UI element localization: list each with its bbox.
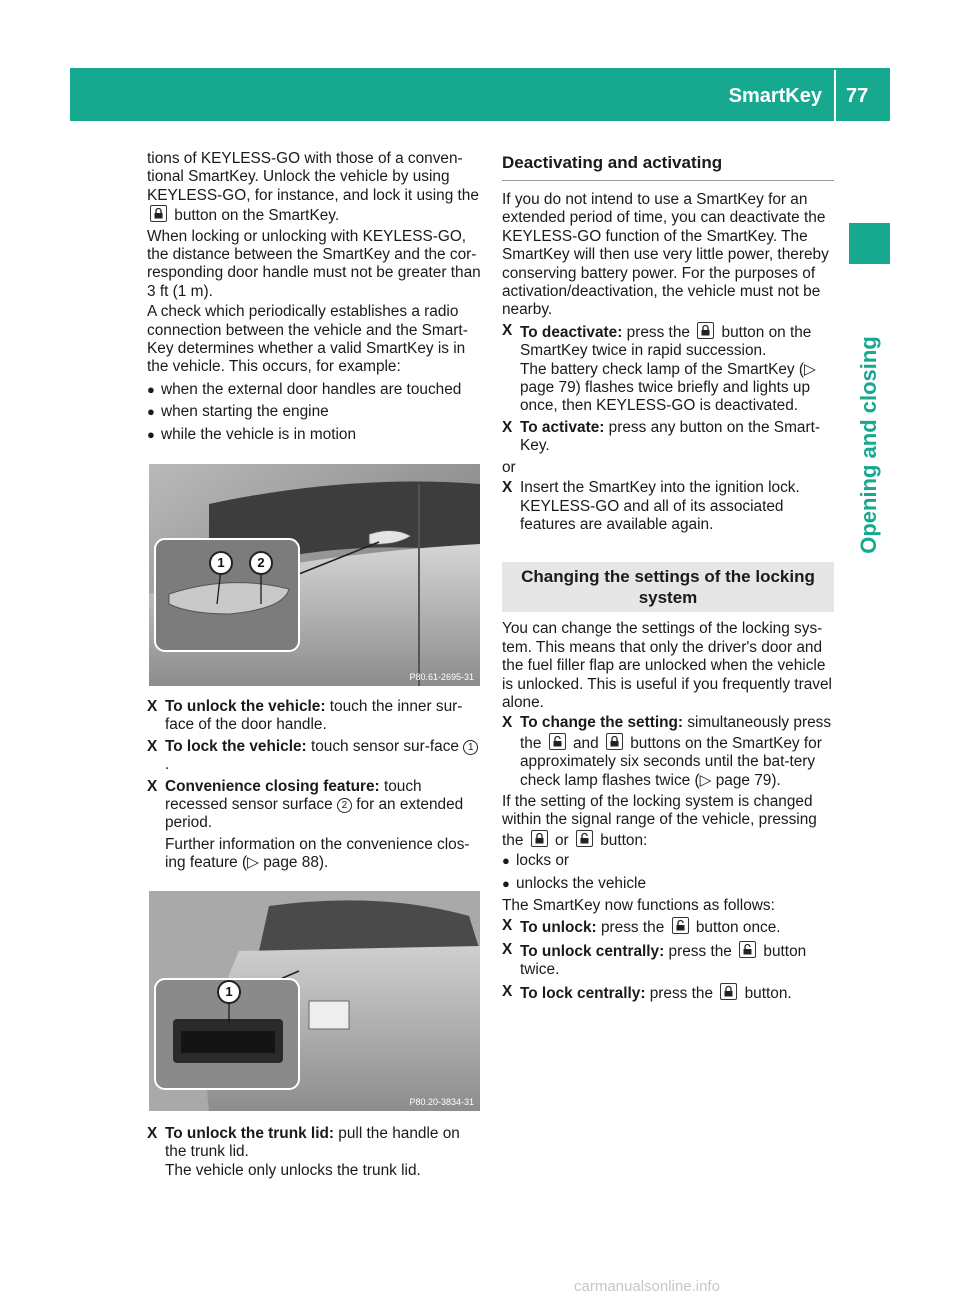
trunk-lid-figure (149, 891, 480, 1111)
unlock-button-icon (576, 830, 593, 847)
step-insert-smartkey: X Insert the SmartKey into the ignition lock. KEYLESS-GO and all of its associated features are available again. (502, 479, 834, 534)
unlock-button-icon (739, 941, 756, 958)
step-lock-centrally: X To lock centrally: press the button. (502, 982, 792, 1002)
step-deactivate: X To deactivate: press the button on the SmartKey twice in rapid succession. The battery check lamp of the SmartKey (▷ page 79) flashes twice briefly and lights up once, then KEYLESS-GO is deactivated. (502, 322, 834, 416)
figure-reference-code: P80.20-3834-31 (409, 1097, 474, 1107)
step-unlock-vehicle: X To unlock the vehicle: touch the inner sur-face of the door handle. (147, 698, 463, 734)
door-handle-figure (149, 464, 480, 686)
lock-button-icon (720, 983, 737, 1000)
list-item: ● when starting the engine (147, 403, 329, 421)
right-column (502, 152, 834, 1006)
step-activate: X To activate: press any button on the Smart-Key. (502, 418, 820, 455)
step-unlock: X To unlock: press the button once. (502, 917, 781, 937)
callout-1: 1 (217, 980, 241, 1004)
deactivate-intro-paragraph: If you do not intend to use a SmartKey for an extended period of time, you can deactivate the KEYLESS-GO function of the SmartKey. The SmartKey will then use very little power, thereby conserving battery power. For the purposes of activation/deactivation, the vehicle must not be nearby. (502, 191, 829, 319)
section-heading-deactivating: Deactivating and activating (502, 153, 723, 172)
convenience-note: Further information on the convenience clos-ing feature (▷ page 88). (165, 835, 470, 872)
step-change-setting: X To change the setting: simultaneously press the and buttons on the SmartKey for approximately six seconds until the bat-tery check lamp flashes twice (▷ page 79). (502, 714, 832, 789)
section-heading-locking-settings: Changing the settings of the locking system (502, 562, 834, 612)
step-convenience-closing: X Convenience closing feature: touch recessed sensor surface 2 for an extended period. Further information on the convenience clos-ing feature (▷ page 88). (147, 778, 481, 873)
step-lock-vehicle: X To lock the vehicle: touch sensor sur-face 1. (147, 738, 481, 775)
callout-ref-2: 2 (337, 798, 352, 813)
figure-reference-code: P80.61-2695-31 (409, 672, 474, 682)
or-text: or (502, 458, 516, 476)
chapter-tab-label: Opening and closing (856, 336, 881, 554)
left-column (147, 150, 481, 448)
unlock-button-icon (672, 917, 689, 934)
insert-note: KEYLESS-GO and all of its associated features are available again. (520, 497, 784, 533)
callout-2: 2 (249, 551, 273, 575)
callout-ref-1: 1 (463, 740, 478, 755)
left-steps (147, 698, 481, 876)
heading-rule (502, 180, 834, 181)
list-item: ● locks or (502, 852, 570, 870)
step-unlock-centrally: X To unlock centrally: press the button twice. (502, 940, 807, 979)
lock-button-icon (697, 322, 714, 339)
list-item: ● unlocks the vehicle (502, 874, 647, 892)
left-trunk-step (147, 1125, 481, 1183)
header-divider (834, 70, 836, 121)
trunk-note: The vehicle only unlocks the trunk lid. (165, 1161, 421, 1179)
step-unlock-trunk: X To unlock the trunk lid: pull the handle on the trunk lid. The vehicle only unlocks the trunk lid. (147, 1125, 481, 1180)
deactivate-note: The battery check lamp of the SmartKey (▷ page 79) flashes twice briefly and lights up once, then KEYLESS-GO is deactivated. (520, 360, 816, 415)
intro-paragraph-1: tions of KEYLESS-GO with those of a conven-tional SmartKey. Unlock the vehicle by using KEYLESS-GO, for instance, and lock it using the button on the SmartKey. (147, 150, 479, 225)
lock-button-icon (531, 830, 548, 847)
watermark: carmanualsonline.info (574, 1278, 720, 1295)
lock-button-icon (150, 205, 167, 222)
lock-button-icon (606, 733, 623, 750)
list-item: ● while the vehicle is in motion (147, 425, 357, 443)
page-number: 77 (846, 85, 869, 107)
unlock-button-icon (549, 733, 566, 750)
functions-paragraph: The SmartKey now functions as follows: (502, 897, 775, 914)
intro-paragraph-3: A check which periodically establishes a radio connection between the vehicle and the Smart-Key determines whether a valid SmartKey is in the vehicle. This occurs, for example: (147, 303, 468, 376)
header-title: SmartKey (728, 85, 822, 107)
list-item: ● when the external door handles are touched (147, 380, 462, 398)
chapter-tab-marker (849, 223, 890, 264)
intro-paragraph-2: When locking or unlocking with KEYLESS-GO, the distance between the SmartKey and the cor-responding door handle must not be greater than 3 ft (1 m). (147, 227, 481, 300)
callout-1: 1 (209, 551, 233, 575)
signal-range-paragraph: If the setting of the locking system is changed within the signal range of the vehicle, pressing the or button: (502, 792, 817, 849)
locking-settings-paragraph: You can change the settings of the locking sys-tem. This means that only the driver's door and the fuel filler flap are unlocked when the vehicle is unlocked. This is useful if you frequently travel alone. (502, 620, 832, 711)
